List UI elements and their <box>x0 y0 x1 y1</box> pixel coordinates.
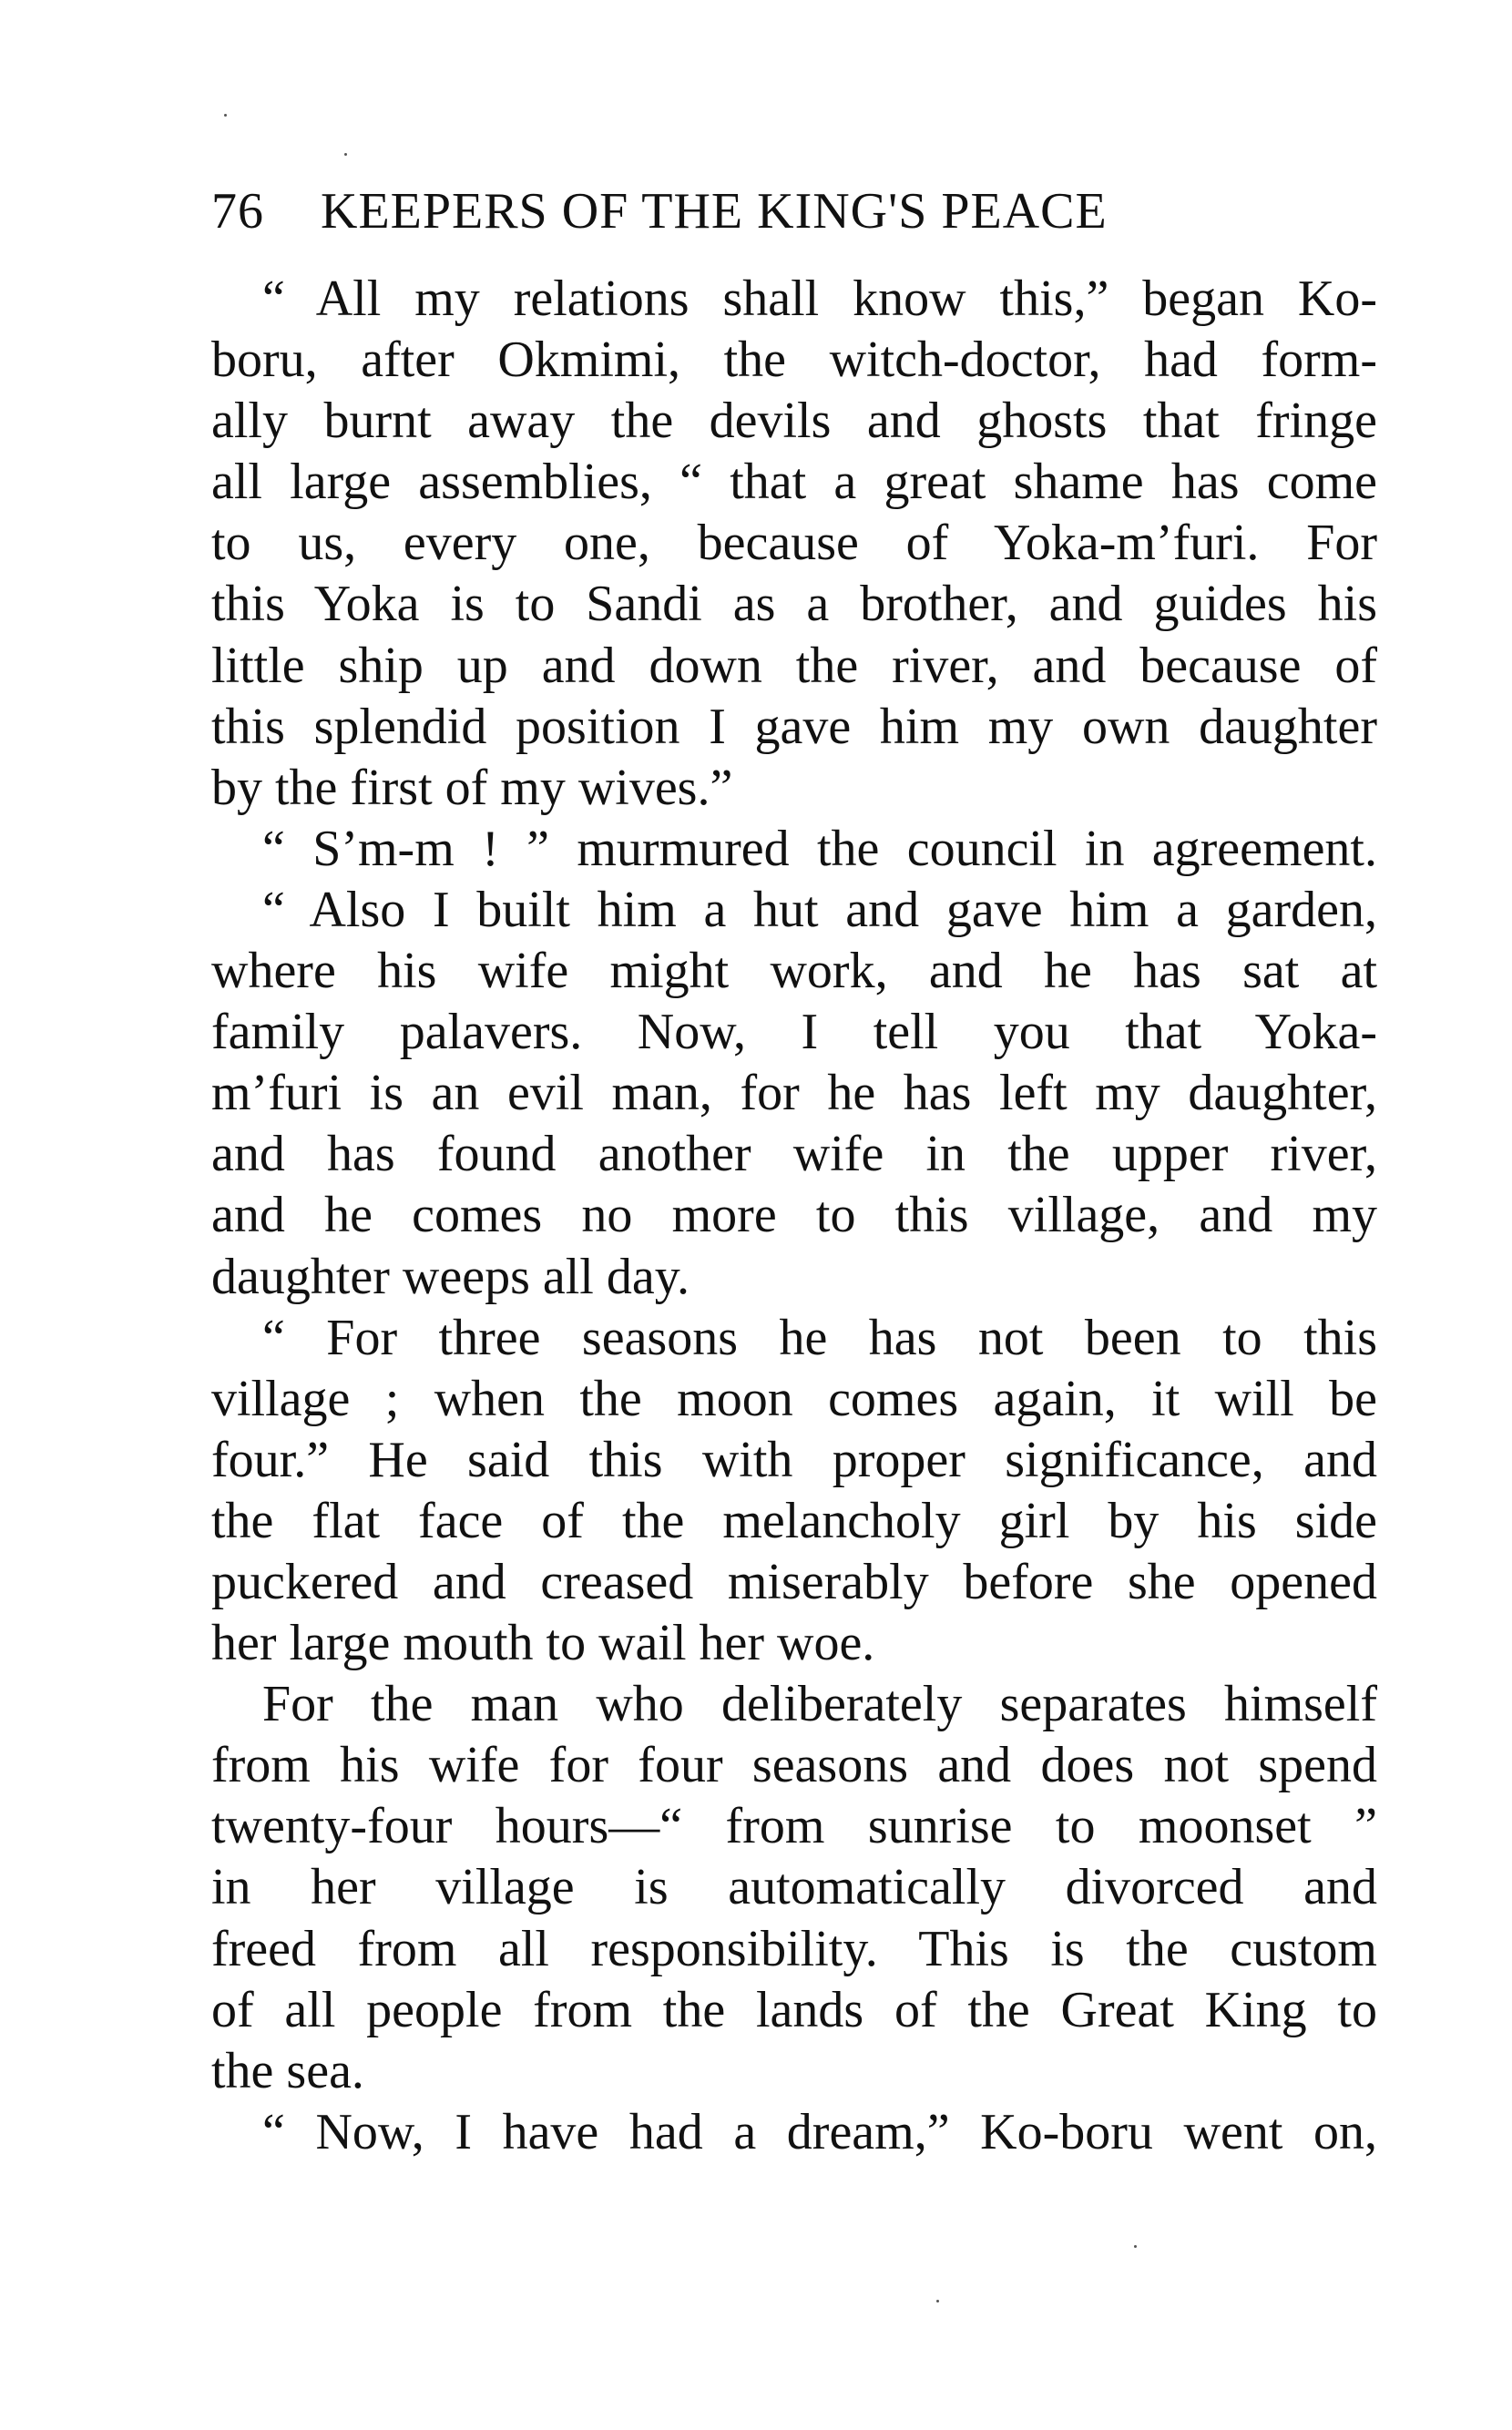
running-head: KEEPERS OF THE KING'S PEACE <box>321 183 1108 240</box>
text-line: “ For three seasons he has not been to this <box>262 1309 1377 1366</box>
text-line: this splendid position I gave him my own daughter <box>211 698 1377 755</box>
page-number: 76 <box>211 183 264 240</box>
text-line: all large assemblies, “ that a great shame has come <box>211 454 1377 511</box>
text-line: to us, every one, because of Yoka-m’furi. For <box>211 515 1377 572</box>
text-line: this Yoka is to Sandi as a brother, and guides his <box>211 576 1377 633</box>
text-line: boru, after Okmimi, the witch-doctor, had form- <box>211 332 1377 389</box>
page-header <box>211 182 1313 255</box>
text-line: four.” He said this with proper significance, and <box>211 1431 1377 1488</box>
text-line: the sea. <box>211 2042 364 2099</box>
text-line: puckered and creased miserably before she opened <box>211 1553 1377 1610</box>
text-line: by the first of my wives.” <box>211 759 733 816</box>
text-line: from his wife for four seasons and does not spend <box>211 1737 1377 1794</box>
text-line: of all people from the lands of the Great King to <box>211 1981 1377 2038</box>
text-line: “ S’m-m ! ” murmured the council in agreement. <box>262 820 1377 877</box>
text-line: little ship up and down the river, and because of <box>211 637 1377 694</box>
text-line: ally burnt away the devils and ghosts that fringe <box>211 393 1377 450</box>
scan-speck <box>936 2300 939 2302</box>
text-line: her large mouth to wail her woe. <box>211 1615 875 1672</box>
text-line: “ Also I built him a hut and gave him a garden, <box>262 881 1377 938</box>
body-text <box>211 269 1377 2163</box>
text-line: daughter weeps all day. <box>211 1248 690 1305</box>
text-line: twenty-four hours—“ from sunrise to moonset ” <box>211 1798 1377 1855</box>
text-line: For the man who deliberately separates himself <box>262 1676 1377 1733</box>
text-line: “ All my relations shall know this,” began Ko- <box>262 271 1377 327</box>
text-line: m’furi is an evil man, for he has left my daughter, <box>211 1065 1377 1122</box>
text-line: the flat face of the melancholy girl by his side <box>211 1492 1377 1549</box>
text-line: where his wife might work, and he has sat at <box>211 943 1377 1000</box>
text-line: family palavers. Now, I tell you that Yoka- <box>211 1004 1377 1061</box>
scan-speck <box>224 114 227 117</box>
text-line: in her village is automatically divorced and <box>211 1859 1377 1916</box>
text-line: and he comes no more to this village, and my <box>211 1187 1377 1244</box>
text-line: village ; when the moon comes again, it will be <box>211 1370 1377 1427</box>
scan-speck <box>1134 2245 1137 2248</box>
text-line: “ Now, I have had a dream,” Ko-boru went on, <box>262 2103 1377 2160</box>
text-line: and has found another wife in the upper river, <box>211 1126 1377 1183</box>
text-line: freed from all responsibility. This is the custom <box>211 1920 1377 1977</box>
scan-speck <box>344 153 347 156</box>
